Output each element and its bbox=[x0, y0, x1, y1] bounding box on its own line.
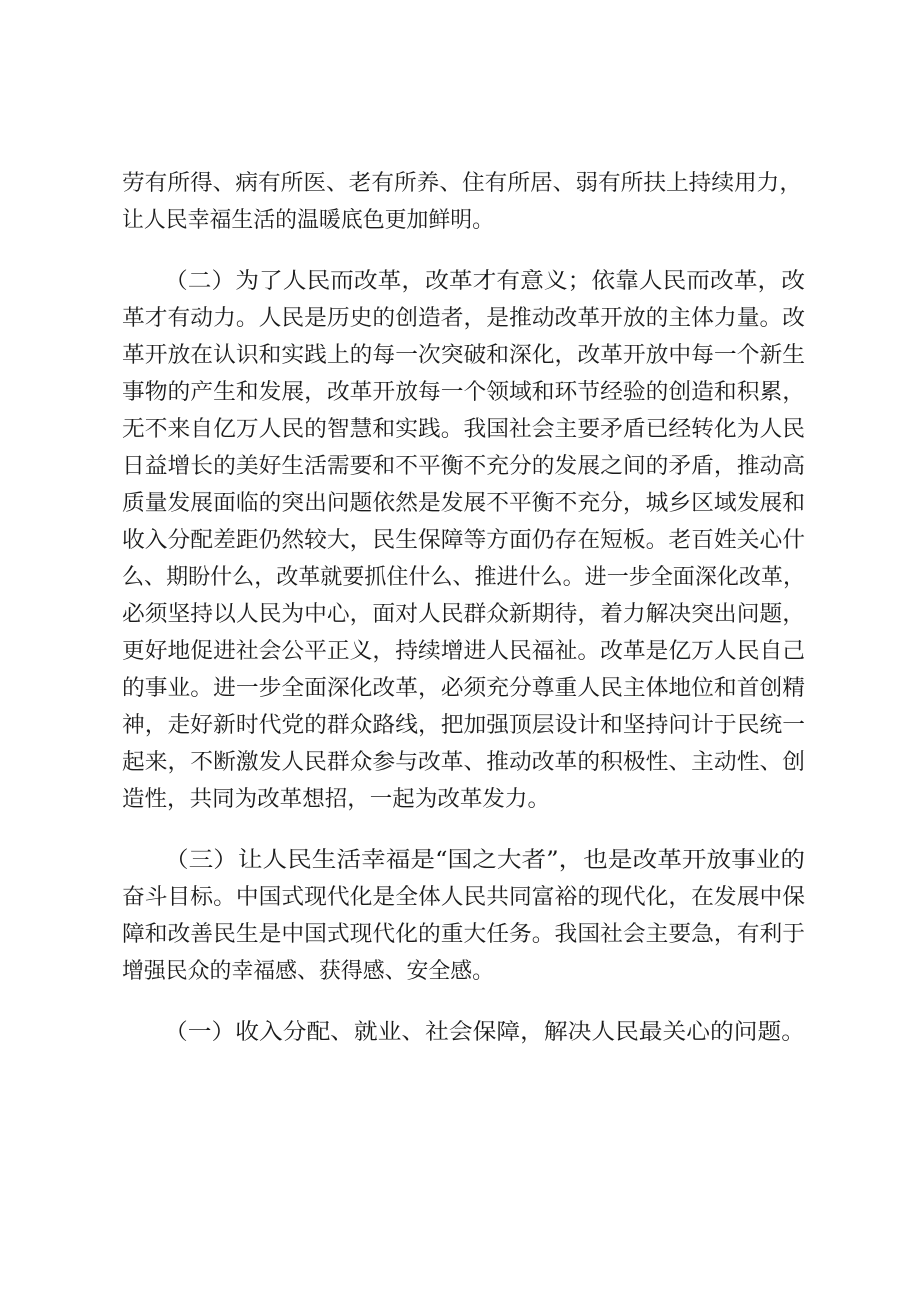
text-line bbox=[0, 336, 920, 376]
text-line bbox=[0, 743, 920, 783]
text-line bbox=[0, 558, 920, 598]
line-text: 革开放在认识和实践上的每一次突破和深化，改革开放中每一个新生 bbox=[122, 343, 805, 368]
line-text: 革才有动力。人民是历史的创造者，是推动改革开放的主体力量。改 bbox=[122, 306, 805, 331]
paragraph-start-line bbox=[0, 1013, 920, 1053]
line-text: 的事业。进一步全面深化改革，必须充分尊重人民主体地位和首创精 bbox=[122, 676, 805, 701]
text-line bbox=[0, 878, 920, 918]
line-text: 更好地促进社会公平正义，持续增进人民福祉。改革是亿万人民自己 bbox=[122, 639, 805, 664]
line-text: 日益增长的美好生活需要和不平衡不充分的发展之间的矛盾，推动高 bbox=[122, 454, 805, 479]
line-text: 事物的产生和发展，改革开放每一个领域和环节经验的创造和积累， bbox=[122, 380, 805, 405]
text-line bbox=[0, 201, 920, 241]
line-text: 无不来自亿万人民的智慧和实践。我国社会主要矛盾已经转化为人民 bbox=[122, 417, 805, 442]
line-text: （二）为了人民而改革，改革才有意义；依靠人民而改革，改 bbox=[164, 269, 805, 294]
paragraph-start-line bbox=[0, 262, 920, 302]
paragraph-start-line bbox=[0, 841, 920, 881]
text-line bbox=[0, 299, 920, 339]
text-line bbox=[0, 447, 920, 487]
line-text: （三）让人民生活幸福是“国之大者”，也是改革开放事业的 bbox=[164, 848, 805, 873]
text-line bbox=[0, 915, 920, 955]
line-text: 必须坚持以人民为中心，面对人民群众新期待，着力解决突出问题， bbox=[122, 602, 805, 627]
text-line bbox=[0, 952, 920, 992]
text-line bbox=[0, 484, 920, 524]
text-line bbox=[0, 410, 920, 450]
text-line bbox=[0, 373, 920, 413]
line-text: 质量发展面临的突出问题依然是发展不平衡不充分，城乡区域发展和 bbox=[122, 491, 805, 516]
text-line bbox=[0, 632, 920, 672]
line-text: 增强民众的幸福感、获得感、安全感。 bbox=[122, 959, 494, 984]
text-line bbox=[0, 521, 920, 561]
text-line bbox=[0, 164, 920, 204]
text-line bbox=[0, 706, 920, 746]
line-text: 造性，共同为改革想招，一起为改革发力。 bbox=[122, 787, 550, 812]
line-text: （一）收入分配、就业、社会保障，解决人民最关心的问题。 bbox=[164, 1020, 805, 1045]
line-text: 劳有所得、病有所医、老有所养、住有所居、弱有所扶上持续用力， bbox=[122, 171, 802, 196]
text-line bbox=[0, 780, 920, 820]
line-text: 让人民幸福生活的温暖底色更加鲜明。 bbox=[122, 208, 494, 233]
line-text: 神，走好新时代党的群众路线，把加强顶层设计和坚持问计于民统一 bbox=[122, 713, 805, 738]
text-line bbox=[0, 595, 920, 635]
line-text: 障和改善民生是中国式现代化的重大任务。我国社会主要急，有利于 bbox=[122, 922, 805, 947]
line-text: 么、期盼什么，改革就要抓住什么、推进什么。进一步全面深化改革， bbox=[122, 565, 806, 590]
line-text: 奋斗目标。中国式现代化是全体人民共同富裕的现代化，在发展中保 bbox=[122, 885, 805, 910]
line-text: 起来，不断激发人民群众参与改革、推动改革的积极性、主动性、创 bbox=[122, 750, 805, 775]
line-text: 收入分配差距仍然较大，民生保障等方面仍存在短板。老百姓关心什 bbox=[122, 528, 805, 553]
text-line bbox=[0, 669, 920, 709]
